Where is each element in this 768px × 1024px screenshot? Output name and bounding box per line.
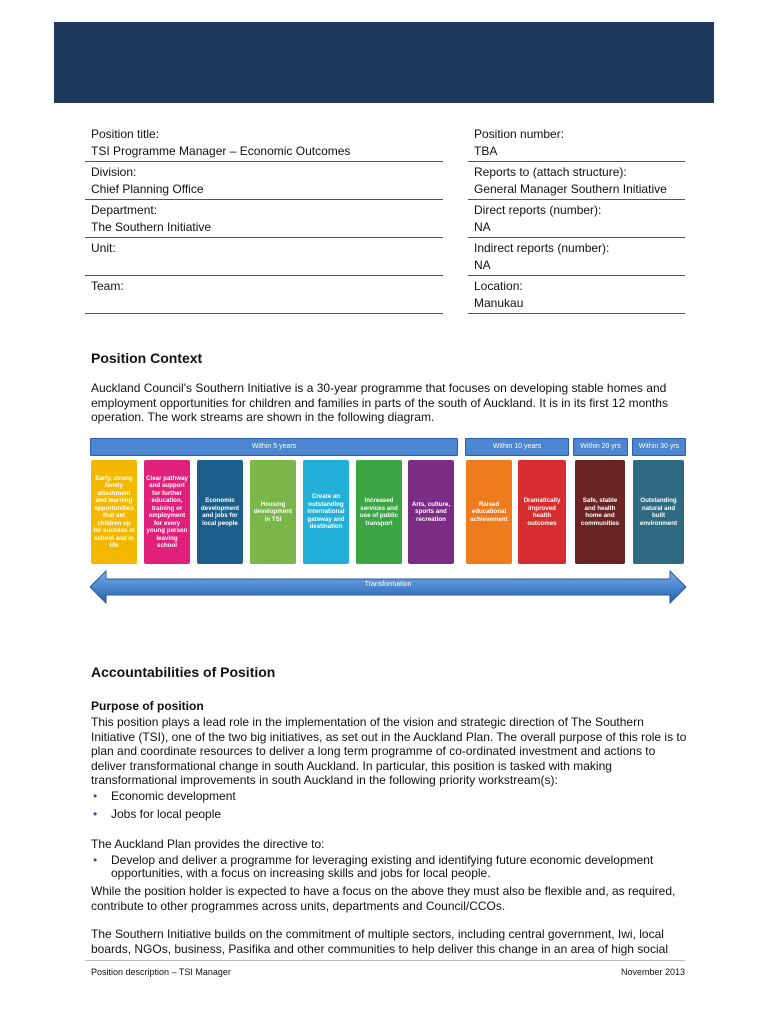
workstream-box: Raised educational achievement	[466, 460, 512, 564]
info-value: NA	[474, 258, 491, 272]
diagram-header-10-years: Within 10 years	[465, 438, 569, 456]
footer-left: Position description – TSI Manager	[91, 967, 231, 977]
info-label: Team:	[91, 279, 124, 293]
workstream-box: Arts, culture, sports and recreation	[408, 460, 454, 564]
info-row-direct-reports	[468, 200, 685, 238]
info-label: Direct reports (number):	[474, 203, 602, 217]
footer-divider	[85, 960, 685, 961]
transformation-label: Transformation	[364, 581, 412, 588]
info-label: Department:	[91, 203, 158, 217]
position-context-paragraph: Auckland Council's Southern Initiative is a 30-year programme that focuses on developing stable homes and employment opportunities for children and families in parts of the south of Auckland. It is in its first 12 months operation. The work streams are shown in the following diagram.	[91, 381, 668, 424]
list-item	[91, 854, 666, 880]
info-row-unit	[85, 238, 443, 276]
workstream-box: Increased services and use of public transport	[356, 460, 402, 564]
workstream-box: Early, strong family attachment and learning opportunities that set children up for success at school and in life	[91, 460, 137, 564]
info-label: Reports to (attach structure):	[474, 165, 627, 179]
bullet-text: Develop and deliver a programme for leveraging existing and identifying future economic development opportunities, with a focus on increasing skills and jobs for local people.	[111, 853, 654, 880]
workstream-box: Clear pathway and support for further education, training or employment for every young person leaving school	[144, 460, 190, 564]
info-row-location	[468, 276, 685, 314]
info-label: Location:	[474, 279, 523, 293]
diagram-header-20-years: Within 20 yrs	[573, 438, 628, 456]
bullet-text: Economic development	[111, 789, 236, 803]
list-item	[91, 807, 671, 822]
bullet-icon: •	[93, 853, 98, 867]
position-info-left	[85, 124, 443, 314]
accountabilities-heading: Accountabilities of Position	[91, 664, 276, 680]
info-value: The Southern Initiative	[91, 220, 212, 234]
info-label: Division:	[91, 165, 137, 179]
southern-initiative-paragraph: The Southern Initiative builds on the commitment of multiple sectors, including central government, Iwi, local boards, NGOs, business, Pasifika and other communities to help deliver this change in an area of high social	[91, 927, 668, 956]
workstream-bullet-list	[91, 789, 671, 825]
info-value: Chief Planning Office	[91, 182, 204, 196]
workstream-box: Outstanding natural and built environment	[633, 460, 684, 564]
info-row-position-number	[468, 124, 685, 162]
info-row-division	[85, 162, 443, 200]
info-row-indirect-reports	[468, 238, 685, 276]
workstream-box: Create an outstanding international gateway and destination	[303, 460, 349, 564]
info-label: Indirect reports (number):	[474, 241, 610, 255]
info-label: Position number:	[474, 127, 565, 141]
header-banner	[54, 22, 714, 103]
bullet-text: Jobs for local people	[111, 807, 222, 821]
list-item	[91, 789, 671, 804]
position-info-right	[468, 124, 685, 314]
diagram-header-30-years: Within 30 yrs	[632, 438, 686, 456]
info-value: TBA	[474, 144, 498, 158]
position-context-heading: Position Context	[91, 350, 203, 366]
info-label: Unit:	[91, 241, 116, 255]
info-row-position-title	[85, 124, 443, 162]
info-value: Manukau	[474, 296, 524, 310]
bullet-icon: •	[93, 807, 98, 821]
purpose-paragraph: This position plays a lead role in the implementation of the vision and strategic direction of The Southern Initiative (TSI), one of the two big initiatives, as set out in the Auckland Plan. The overall purpose of this role is to plan and coordinate resources to deliver a long term programme of co-ordinated investment and actions to deliver transformational change in south Auckland. In particular, this position is tasked with making transformational improvements in south Auckland in the following priority workstream(s):	[91, 715, 687, 787]
bullet-icon: •	[93, 789, 98, 803]
footer-right: November 2013	[620, 967, 685, 977]
workstream-box: Housing development in TSI	[250, 460, 296, 564]
diagram-header-5-years: Within 5 years	[90, 438, 458, 456]
workstream-box: Safe, stable and health home and communities	[575, 460, 625, 564]
info-value: General Manager Southern Initiative	[474, 182, 667, 196]
info-row-department	[85, 200, 443, 238]
workstream-diagram	[90, 438, 686, 608]
info-value: NA	[474, 220, 491, 234]
info-value: TSI Programme Manager – Economic Outcomes	[91, 144, 351, 158]
info-label: Position title:	[91, 127, 160, 141]
info-row-reports-to	[468, 162, 685, 200]
workstream-box: Economic development and jobs for local people	[197, 460, 243, 564]
workstream-box: Dramatically improved health outcomes	[518, 460, 566, 564]
directive-bullet-list	[91, 854, 666, 883]
flexibility-paragraph: While the position holder is expected to have a focus on the above they must also be flexible and, as required, contribute to other programmes across units, departments and Council/CCOs.	[91, 884, 676, 913]
purpose-subheading: Purpose of position	[91, 699, 204, 713]
auckland-plan-intro: The Auckland Plan provides the directive to:	[91, 837, 325, 851]
info-row-team	[85, 276, 443, 314]
